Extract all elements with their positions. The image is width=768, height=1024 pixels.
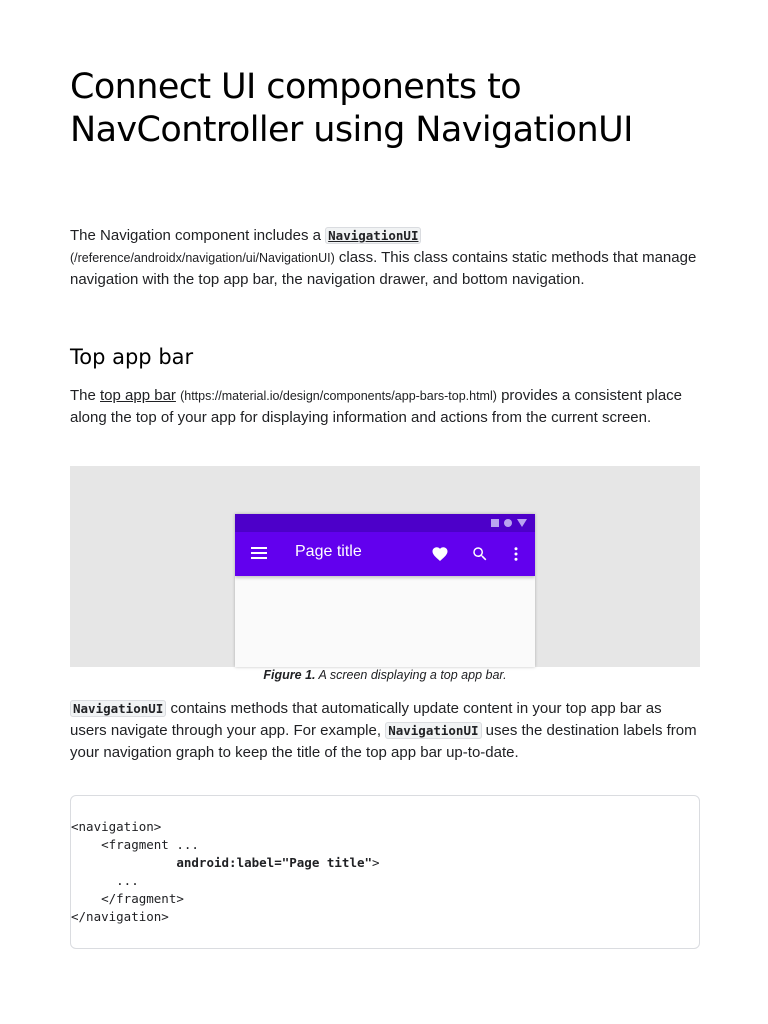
top-app-bar-reference: (https://material.io/design/components/app-bars-top.html) xyxy=(180,389,497,403)
circle-icon xyxy=(504,519,512,527)
intro-reference: (/reference/androidx/navigation/ui/NavigationUI) xyxy=(70,251,335,265)
caption-label: Figure 1. xyxy=(263,668,316,682)
phone-screen xyxy=(235,514,535,667)
paragraph-text-after: provides a consistent place along the top of your app for displaying information and actions from the current screen. xyxy=(70,387,683,426)
paragraph-text: The xyxy=(70,387,101,404)
status-bar xyxy=(235,514,535,532)
intro-paragraph xyxy=(70,225,702,291)
heart-icon[interactable] xyxy=(431,545,449,563)
paragraph-text-after: uses the destination labels from your navigation graph to keep the title of the top app bar up-to-date. xyxy=(70,722,697,761)
code-attribute: android:label= xyxy=(176,855,282,870)
triangle-icon xyxy=(517,519,527,527)
code-text xyxy=(71,818,380,926)
app-bar-title: Page title xyxy=(295,543,362,560)
square-icon xyxy=(491,519,499,527)
menu-icon[interactable] xyxy=(251,547,267,561)
app-bar xyxy=(235,532,535,576)
code-line: </navigation> xyxy=(71,909,169,924)
code-line: </fragment> xyxy=(71,891,184,906)
figure-caption xyxy=(70,666,700,684)
code-line: <fragment ... xyxy=(71,837,199,852)
navigationui-code: NavigationUI xyxy=(385,722,481,739)
section-heading-top-app-bar: Top app bar xyxy=(70,345,194,369)
navigationui-link[interactable]: NavigationUI xyxy=(325,227,421,244)
more-vert-icon[interactable] xyxy=(507,545,525,563)
code-attribute-value: "Page title" xyxy=(281,855,373,870)
paragraph-text: contains methods that automatically update content in your top app bar as users navigate through your app. For example, xyxy=(70,700,662,739)
page-title: Connect UI components to NavController using NavigationUI xyxy=(70,67,633,150)
top-app-bar-paragraph xyxy=(70,385,702,429)
intro-text-after: class. This class contains static methods that manage navigation with the top app bar, the navigation drawer, and bottom navigation. xyxy=(70,249,697,288)
top-app-bar-link[interactable]: top app bar xyxy=(100,387,176,404)
code-line: ... xyxy=(71,873,139,888)
status-icons xyxy=(491,519,527,527)
caption-text: A screen displaying a top app bar. xyxy=(315,668,507,682)
search-icon[interactable] xyxy=(471,545,489,563)
intro-text: The Navigation component includes a xyxy=(70,227,326,244)
navigationui-paragraph xyxy=(70,698,702,764)
code-indent xyxy=(71,855,176,870)
code-line-end: > xyxy=(372,855,380,870)
code-sample[interactable] xyxy=(70,795,700,949)
navigationui-code: NavigationUI xyxy=(70,700,166,717)
figure-top-app-bar xyxy=(70,466,700,667)
code-line: <navigation> xyxy=(71,819,162,834)
